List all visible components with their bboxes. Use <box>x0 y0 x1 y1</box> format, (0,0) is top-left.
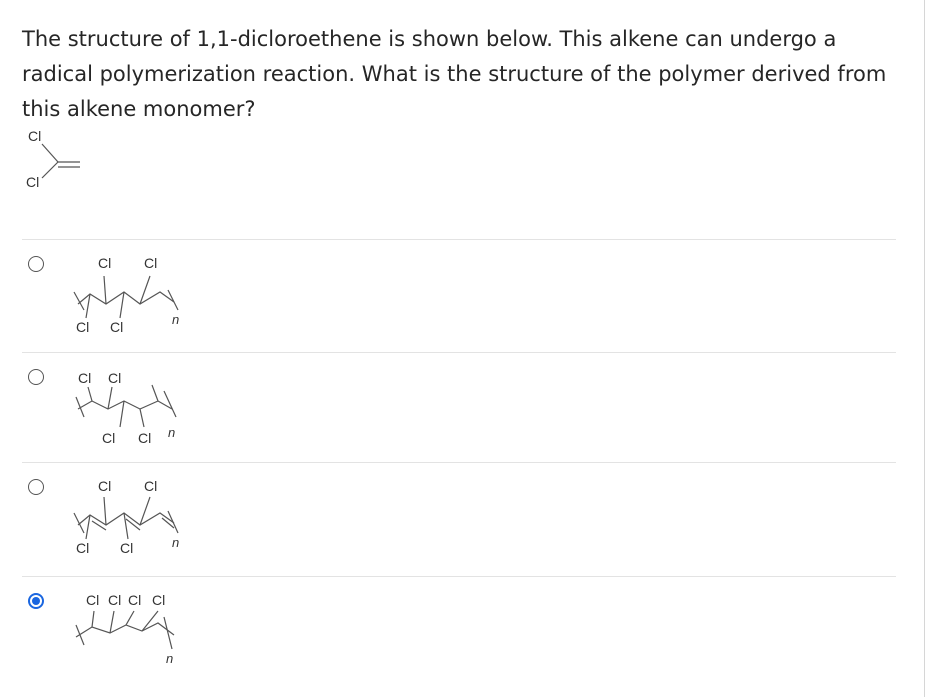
answer-option-c[interactable] <box>22 463 896 567</box>
answer-option-b[interactable] <box>22 353 896 457</box>
monomer-bond-bottom <box>42 162 58 178</box>
option-a-main-chain <box>78 292 174 304</box>
option-c-bracket-left <box>74 513 84 533</box>
right-border-rule <box>924 0 925 697</box>
option-b-bracket-right <box>164 391 176 417</box>
monomer-structure <box>22 124 92 196</box>
option-c-structure <box>64 473 214 563</box>
option-b-cl-top-2: Cl <box>108 370 122 386</box>
option-d-subscript-n: n <box>166 651 174 666</box>
option-a-cl-top-1: Cl <box>98 255 112 271</box>
option-a-subscript-n: n <box>172 312 180 327</box>
option-b-cl-bottom-1: Cl <box>102 430 116 446</box>
option-b-cl-bottom-2: Cl <box>138 430 152 446</box>
option-b-subscript-n: n <box>168 425 176 440</box>
option-a-cl-bottom-1: Cl <box>76 319 90 335</box>
option-b-structure <box>64 361 214 453</box>
option-d-cl-1: Cl <box>86 592 100 608</box>
option-d-cl-2: Cl <box>108 592 122 608</box>
option-d-bracket-left <box>76 625 84 645</box>
option-a-cl-top-2: Cl <box>144 255 158 271</box>
option-b-cl-top-1: Cl <box>78 370 92 386</box>
question-text: The structure of 1,1-dicloroethene is shown below. This alkene can undergo a radical polymerization reaction. What is the structure of the polymer derived from this alkene monomer? <box>22 27 887 121</box>
radio-button-d[interactable] <box>28 593 44 609</box>
option-d-main-chain <box>76 623 174 637</box>
option-d-cl-3: Cl <box>128 592 142 608</box>
option-c-cl-top-2: Cl <box>144 478 158 494</box>
option-b-main-chain <box>78 401 172 409</box>
option-c-cl-bottom-1: Cl <box>76 540 90 556</box>
option-a-cl-bottom-2: Cl <box>110 319 124 335</box>
option-b-bracket-left <box>76 397 84 417</box>
option-a-bracket-right <box>168 290 178 310</box>
option-c-cl-bottom-2: Cl <box>120 540 134 556</box>
answer-option-a[interactable] <box>22 240 896 344</box>
radio-button-a[interactable] <box>28 256 44 272</box>
option-d-cl-4: Cl <box>152 592 166 608</box>
option-c-cl-top-1: Cl <box>98 478 112 494</box>
radio-button-b[interactable] <box>28 369 44 385</box>
monomer-bond-top <box>42 144 58 162</box>
radio-button-c[interactable] <box>28 479 44 495</box>
option-d-structure <box>64 585 214 675</box>
option-c-bracket-right <box>168 511 178 533</box>
monomer-cl-bottom: Cl <box>26 174 40 190</box>
option-c-subscript-n: n <box>172 535 180 550</box>
option-a-structure <box>64 246 214 342</box>
answer-option-d[interactable] <box>22 577 896 681</box>
monomer-cl-top: Cl <box>28 128 42 144</box>
